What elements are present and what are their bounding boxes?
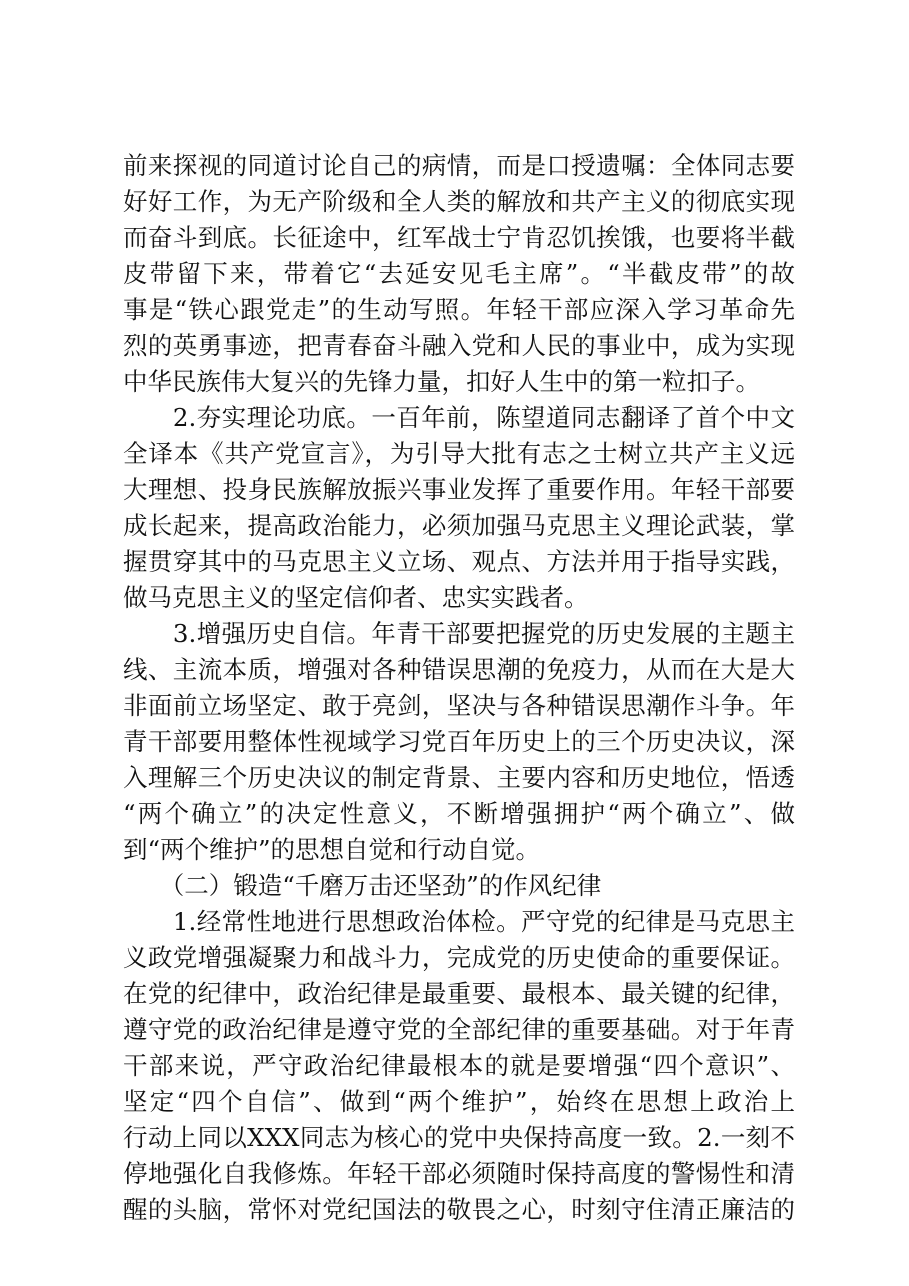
text-line: 遵守党的政治纪律是遵守党的全部纪律的重要基础。对于年青 bbox=[123, 1015, 795, 1044]
text-line: 好好工作，为无产阶级和全人类的解放和共产主义的彻底实现 bbox=[123, 187, 795, 216]
text-line: “两个确立”的决定性意义，不断增强拥护“两个确立”、做 bbox=[123, 799, 795, 828]
text-line: 线、主流本质，增强对各种错误思潮的免疫力，从而在大是大 bbox=[123, 655, 795, 684]
text-line: 烈的英勇事迹，把青春奋斗融入党和人民的事业中，成为实现 bbox=[123, 331, 795, 360]
text-line: 行动上同以XXX同志为核心的党中央保持高度一致。2.一刻不 bbox=[123, 1123, 795, 1152]
text-line: 皮带留下来，带着它“去延安见毛主席”。“半截皮带”的故 bbox=[123, 259, 795, 288]
text-line: 事是“铁心跟党走”的生动写照。年轻干部应深入学习革命先 bbox=[123, 295, 795, 324]
text-line: 义政党增强凝聚力和战斗力，完成党的历史使命的重要保证。 bbox=[123, 943, 795, 972]
text-line: 醒的头脑，常怀对党纪国法的敬畏之心，时刻守住清正廉洁的 bbox=[123, 1195, 795, 1224]
text-line: 中华民族伟大复兴的先锋力量，扣好人生中的第一粒扣子。 bbox=[123, 367, 760, 396]
text-line: 而奋斗到底。长征途中，红军战士宁肯忍饥挨饿，也要将半截 bbox=[123, 223, 795, 252]
section-heading: （二）锻造“千磨万击还坚劲”的作风纪律 bbox=[123, 871, 602, 900]
text-line: 全译本《共产党宣言》，为引导大批有志之士树立共产主义远 bbox=[123, 439, 795, 468]
text-line: 入理解三个历史决议的制定背景、主要内容和历史地位，悟透 bbox=[123, 763, 795, 792]
text-line: 握贯穿其中的马克思主义立场、观点、方法并用于指导实践， bbox=[123, 547, 795, 576]
text-line: 大理想、投身民族解放振兴事业发挥了重要作用。年轻干部要 bbox=[123, 475, 795, 504]
text-line: 坚定“四个自信”、做到“两个维护”，始终在思想上政治上 bbox=[123, 1087, 795, 1116]
text-line: 停地强化自我修炼。年轻干部必须随时保持高度的警惕性和清 bbox=[123, 1159, 795, 1188]
text-line: 干部来说，严守政治纪律最根本的就是要增强“四个意识”、 bbox=[123, 1051, 795, 1080]
text-line: 青干部要用整体性视域学习党百年历史上的三个历史决议，深 bbox=[123, 727, 795, 756]
text-line: 在党的纪律中，政治纪律是最重要、最根本、最关键的纪律， bbox=[123, 979, 795, 1008]
text-line: 前来探视的同道讨论自己的病情，而是口授遗嘱：全体同志要 bbox=[123, 151, 795, 180]
text-line: 2.夯实理论功底。一百年前，陈望道同志翻译了首个中文 bbox=[123, 403, 795, 432]
text-line: 非面前立场坚定、敢于亮剑，坚决与各种错误思潮作斗争。年 bbox=[123, 691, 795, 720]
text-line: 3.增强历史自信。年青干部要把握党的历史发展的主题主 bbox=[123, 619, 795, 648]
text-line: 做马克思主义的坚定信仰者、忠实实践者。 bbox=[123, 583, 589, 612]
body-text bbox=[123, 148, 795, 1228]
text-line: 1.经常性地进行思想政治体检。严守党的纪律是马克思主 bbox=[123, 907, 795, 936]
text-line: 成长起来，提高政治能力，必须加强马克思主义理论武装，掌 bbox=[123, 511, 795, 540]
text-line: 到“两个维护”的思想自觉和行动自觉。 bbox=[123, 835, 541, 864]
